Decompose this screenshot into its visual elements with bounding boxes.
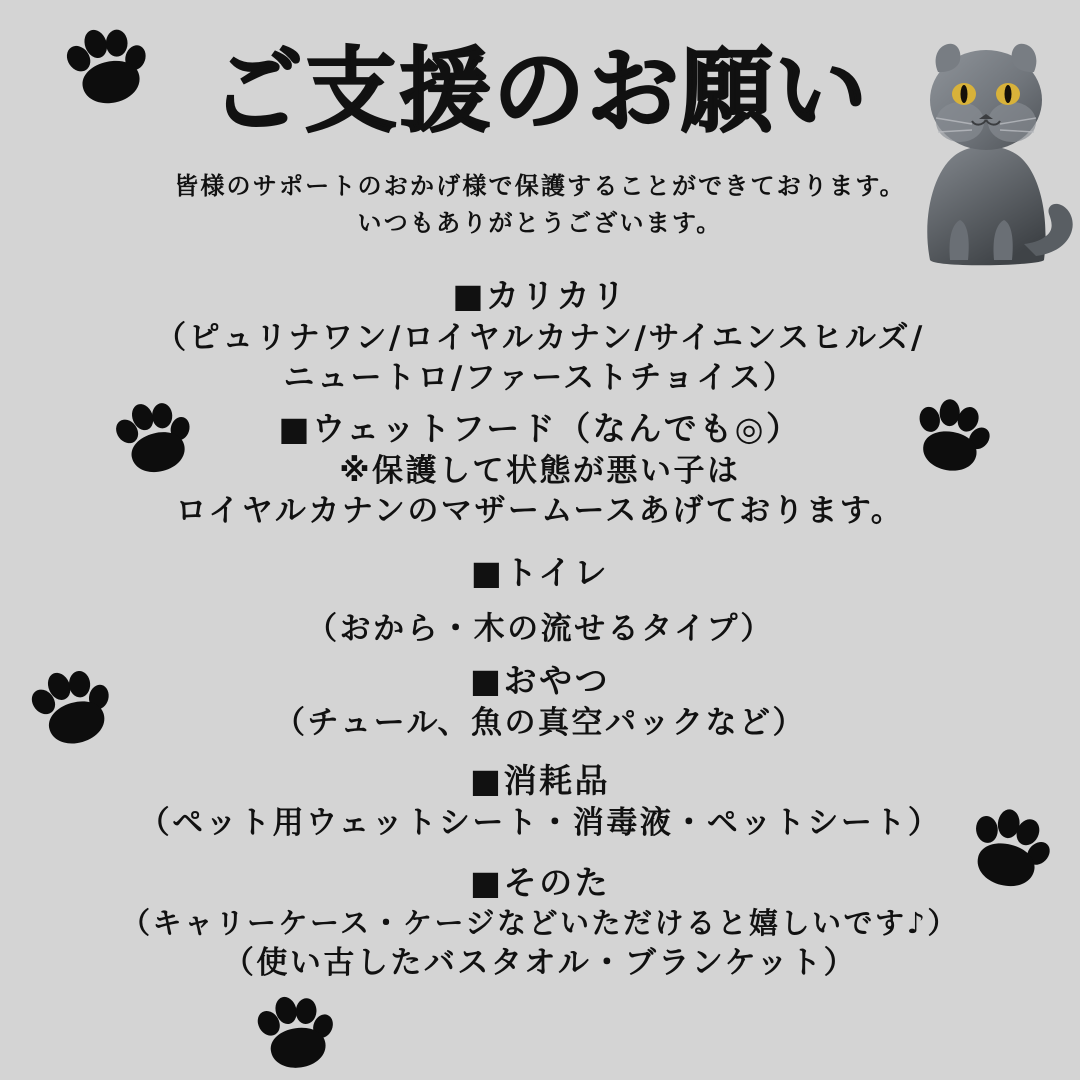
section-treats [0, 660, 1080, 743]
section-detail: （使い古したバスタオル・ブランケット） [222, 944, 858, 981]
section-heading: ■そのた [469, 863, 611, 902]
section-heading: ■トイレ [470, 553, 610, 592]
section-detail: ※保護して状態が悪い子は [339, 452, 741, 489]
section-detail: （ピュリナワン/ロイヤルカナン/サイエンスヒルズ/ [155, 319, 925, 356]
section-detail: （チュール、魚の真空パックなど） [274, 704, 806, 741]
subtitle-line: いつもありがとうございます。 [357, 209, 723, 238]
section-litter [0, 552, 1080, 649]
paw-print-icon [246, 988, 343, 1080]
section-detail: （おから・木の流せるタイプ） [306, 610, 774, 647]
section-detail: （キャリーケース・ケージなどいただけると嬉しいです♪） [121, 905, 959, 940]
section-detail: ニュートロ/ファーストチョイス） [283, 360, 797, 397]
section-heading: ■ウェットフード（なんでも◎） [278, 409, 802, 448]
subtitle [0, 168, 1080, 242]
subtitle-line: 皆様のサポートのおかげ様で保護することができております。 [174, 172, 906, 200]
section-heading: ■カリカリ [452, 276, 628, 315]
section-dry-food [0, 275, 1080, 398]
section-heading: ■消耗品 [469, 761, 611, 800]
section-consumables [0, 760, 1080, 843]
section-detail: （ペット用ウェットシート・消毒液・ペットシート） [138, 804, 942, 841]
section-detail: ロイヤルカナンのマザームースあげております。 [175, 493, 905, 530]
section-wet-food [0, 408, 1080, 531]
section-others [0, 862, 1080, 983]
section-heading: ■おやつ [469, 661, 611, 700]
page-title: ご支援のお願い [210, 38, 869, 145]
